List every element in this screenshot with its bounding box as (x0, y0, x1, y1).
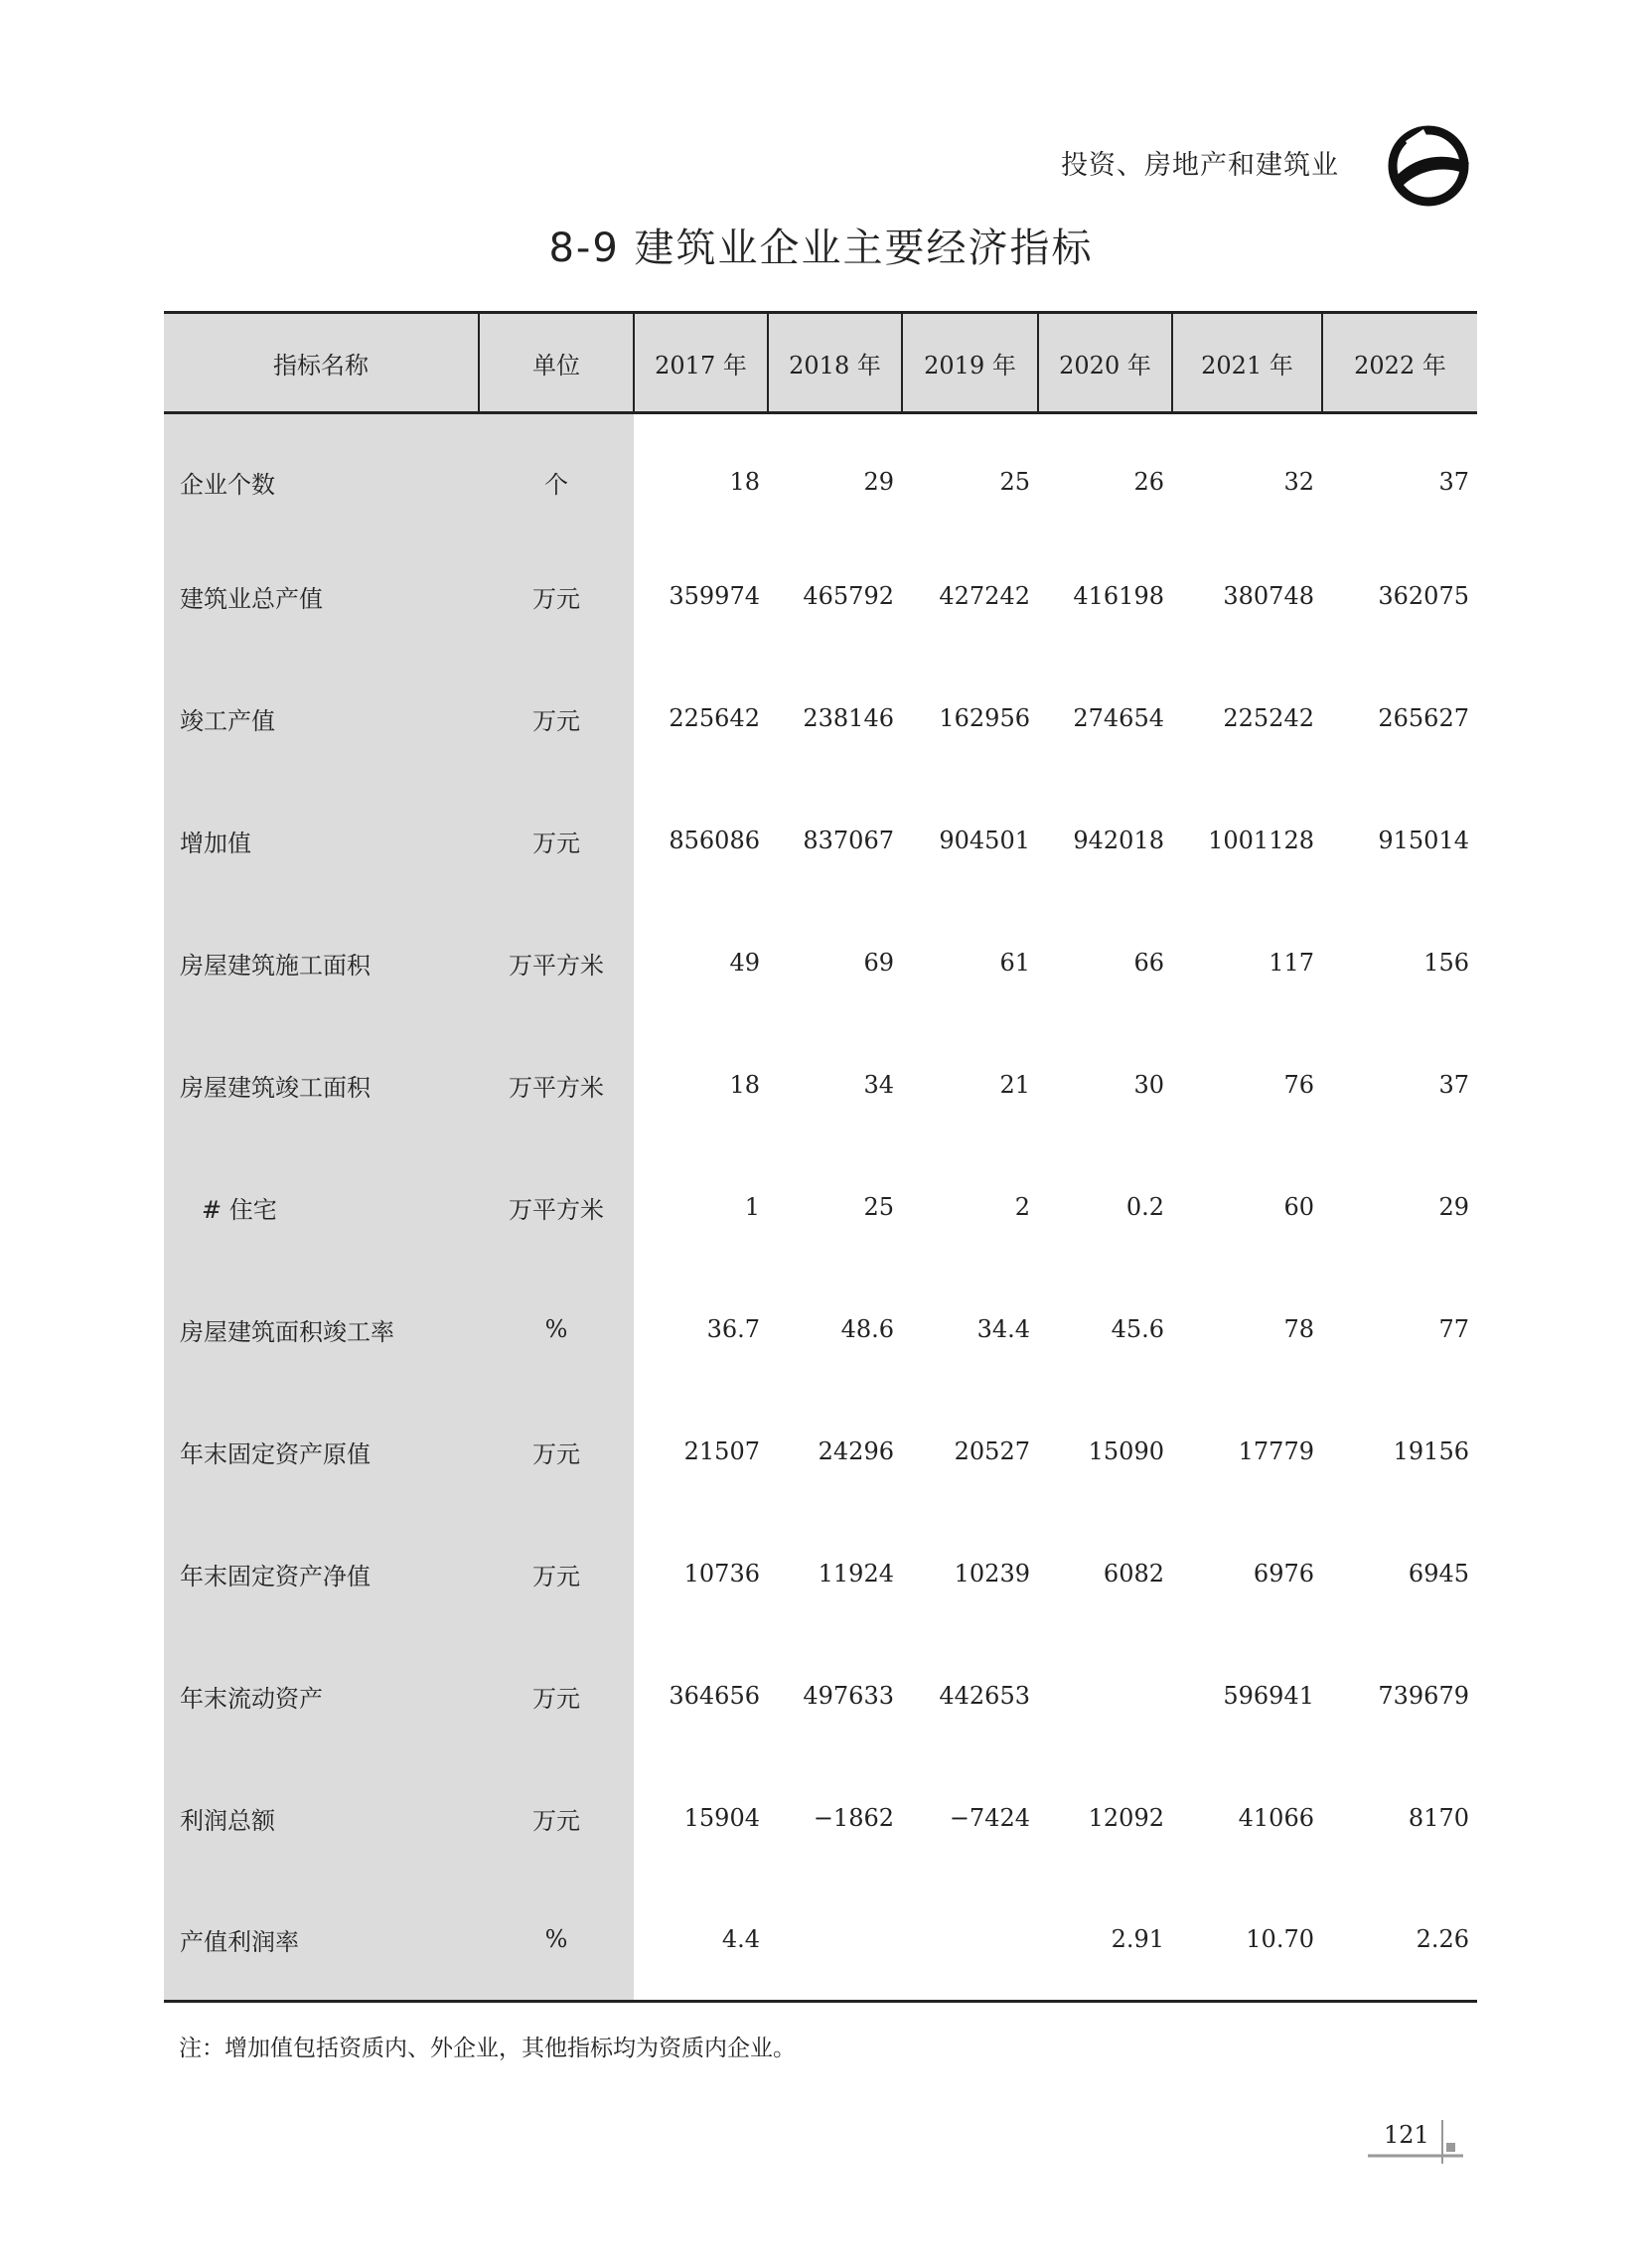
year-value-cell: 359974 (669, 582, 760, 610)
year-value-cell: 26 (1133, 468, 1164, 497)
year-value-cell: 362075 (1378, 582, 1469, 610)
year-value-cell: 225242 (1223, 704, 1314, 732)
year-value-cell: 2.91 (1038, 1880, 1172, 2002)
indicator-name: 年末固定资产原值 (164, 1391, 479, 1513)
column-header: 指标名称 (164, 313, 479, 413)
indicator-name: 房屋建筑竣工面积 (164, 1024, 479, 1146)
table-row (164, 1391, 1477, 1513)
year-value-cell: −1862 (813, 1804, 894, 1832)
indicator-name: 年末固定资产净值 (164, 1513, 479, 1635)
year-value-cell (1038, 1635, 1172, 1757)
column-header: 2020 年 (1038, 313, 1172, 413)
indicator-unit: % (479, 1880, 634, 2002)
column-header: 2018 年 (768, 313, 902, 413)
table-row (164, 413, 1477, 535)
year-value-cell: 48.6 (840, 1315, 894, 1343)
year-value-cell: 2.26 (1322, 1880, 1477, 2002)
column-header: 2022 年 (1322, 313, 1477, 413)
indicator-unit: 万平方米 (479, 1146, 634, 1269)
year-value-cell: 29 (863, 468, 894, 497)
year-value-cell: 20527 (954, 1437, 1030, 1465)
year-value-cell: 942018 (1073, 827, 1164, 854)
year-value-cell: 41066 (1238, 1804, 1314, 1832)
year-value-cell: 34.4 (976, 1315, 1030, 1343)
year-value-cell: 596941 (1223, 1682, 1314, 1710)
year-value-cell: 427242 (939, 582, 1030, 610)
page-corner-ornament (1366, 2118, 1465, 2168)
column-header: 2021 年 (1172, 313, 1322, 413)
year-value-cell: 30 (1133, 1071, 1164, 1099)
indicator-name: 房屋建筑施工面积 (164, 902, 479, 1024)
year-value-cell: 837067 (803, 827, 894, 854)
indicator-unit: % (479, 1269, 634, 1391)
year-value-cell: 274654 (1073, 704, 1164, 732)
year-value-cell: 10239 (954, 1560, 1030, 1588)
year-value-cell: 34 (863, 1071, 894, 1099)
year-value-cell: 1 (744, 1193, 760, 1221)
year-value-cell: 10736 (683, 1560, 760, 1588)
year-value-cell: 364656 (669, 1682, 760, 1710)
year-value-cell: −7424 (949, 1804, 1030, 1832)
year-value-cell: 915014 (1378, 827, 1469, 854)
year-value-cell: 78 (1283, 1315, 1314, 1343)
indicator-unit: 个 (479, 413, 634, 535)
year-value-cell (902, 1880, 1038, 2002)
table-row (164, 1269, 1477, 1391)
year-value-cell: 25 (863, 1193, 894, 1221)
column-header: 单位 (479, 313, 634, 413)
indicator-name: 企业个数 (164, 413, 479, 535)
table-row (164, 535, 1477, 658)
year-value-cell: 1001128 (1208, 827, 1314, 854)
column-header: 2019 年 (902, 313, 1038, 413)
year-value-cell: 904501 (939, 827, 1030, 854)
year-value-cell: 465792 (803, 582, 894, 610)
table-row (164, 1024, 1477, 1146)
year-value-cell (768, 1880, 902, 2002)
table-row (164, 780, 1477, 902)
year-value-cell: 856086 (669, 827, 760, 854)
year-value-cell: 18 (729, 468, 760, 497)
indicator-name: 年末流动资产 (164, 1635, 479, 1757)
year-value-cell: 265627 (1378, 704, 1469, 732)
year-value-cell: 11924 (818, 1560, 894, 1588)
table-row (164, 1880, 1477, 2002)
year-value-cell: 77 (1438, 1315, 1469, 1343)
table-row (164, 1513, 1477, 1635)
table-row (164, 1146, 1477, 1269)
indicator-unit: 万元 (479, 1391, 634, 1513)
year-value-cell: 442653 (939, 1682, 1030, 1710)
indicator-name: 产值利润率 (164, 1880, 479, 2002)
year-value-cell: 29 (1438, 1193, 1469, 1221)
indicator-unit: 万平方米 (479, 902, 634, 1024)
indicator-unit: 万平方米 (479, 1024, 634, 1146)
indicator-unit: 万元 (479, 1635, 634, 1757)
indicator-name: 增加值 (164, 780, 479, 902)
year-value-cell: 69 (863, 949, 894, 977)
indicator-name: 房屋建筑面积竣工率 (164, 1269, 479, 1391)
year-value-cell: 739679 (1378, 1682, 1469, 1710)
table-row (164, 1757, 1477, 1880)
year-value-cell: 36.7 (706, 1315, 760, 1343)
year-value-cell: 18 (729, 1071, 760, 1099)
indicator-unit: 万元 (479, 535, 634, 658)
year-value-cell: 117 (1269, 949, 1314, 977)
year-value-cell: 2 (1014, 1193, 1030, 1221)
indicator-unit: 万元 (479, 1513, 634, 1635)
indicator-name: 利润总额 (164, 1757, 479, 1880)
year-value-cell: 6976 (1253, 1560, 1314, 1588)
publisher-logo-icon (1384, 121, 1473, 211)
year-value-cell: 61 (999, 949, 1030, 977)
table-row (164, 658, 1477, 780)
indicator-name: 竣工产值 (164, 658, 479, 780)
year-value-cell: 6945 (1408, 1560, 1469, 1588)
indicator-unit: 万元 (479, 780, 634, 902)
page-number: 121 (1384, 2121, 1429, 2149)
table-row (164, 902, 1477, 1024)
year-value-cell: 6082 (1103, 1560, 1164, 1588)
year-value-cell: 24296 (818, 1437, 894, 1465)
year-value-cell: 66 (1133, 949, 1164, 977)
table-header-row (164, 313, 1477, 413)
table-title: 8-9 建筑业企业主要经济指标 (548, 226, 1094, 271)
year-value-cell: 17779 (1238, 1437, 1314, 1465)
indicator-unit: 万元 (479, 1757, 634, 1880)
indicator-unit: 万元 (479, 658, 634, 780)
year-value-cell: 156 (1423, 949, 1469, 977)
year-value-cell: 8170 (1408, 1804, 1469, 1832)
year-value-cell: 162956 (939, 704, 1030, 732)
table-footnote: 注：增加值包括资质内、外企业，其他指标均为资质内企业。 (179, 2036, 796, 2061)
year-value-cell: 37 (1438, 468, 1469, 497)
year-value-cell: 380748 (1223, 582, 1314, 610)
year-value-cell: 12092 (1088, 1804, 1164, 1832)
indicator-name: # 住宅 (164, 1146, 479, 1269)
year-value-cell: 25 (999, 468, 1030, 497)
indicators-table (164, 311, 1477, 2003)
year-value-cell: 497633 (803, 1682, 894, 1710)
year-value-cell: 15904 (683, 1804, 760, 1832)
year-value-cell: 49 (729, 949, 760, 977)
year-value-cell: 45.6 (1111, 1315, 1164, 1343)
year-value-cell: 238146 (803, 704, 894, 732)
year-value-cell: 37 (1438, 1071, 1469, 1099)
year-value-cell: 10.70 (1172, 1880, 1322, 2002)
year-value-cell: 0.2 (1125, 1193, 1164, 1221)
year-value-cell: 21507 (683, 1437, 760, 1465)
year-value-cell: 21 (999, 1071, 1030, 1099)
table-row (164, 1635, 1477, 1757)
year-value-cell: 19156 (1393, 1437, 1469, 1465)
year-value-cell: 225642 (669, 704, 760, 732)
indicator-name: 建筑业总产值 (164, 535, 479, 658)
year-value-cell: 416198 (1073, 582, 1164, 610)
section-header: 投资、房地产和建筑业 (1061, 150, 1339, 181)
year-value-cell: 15090 (1088, 1437, 1164, 1465)
column-header: 2017 年 (634, 313, 768, 413)
year-value-cell: 76 (1283, 1071, 1314, 1099)
year-value-cell: 4.4 (634, 1880, 768, 2002)
year-value-cell: 32 (1283, 468, 1314, 497)
year-value-cell: 60 (1283, 1193, 1314, 1221)
